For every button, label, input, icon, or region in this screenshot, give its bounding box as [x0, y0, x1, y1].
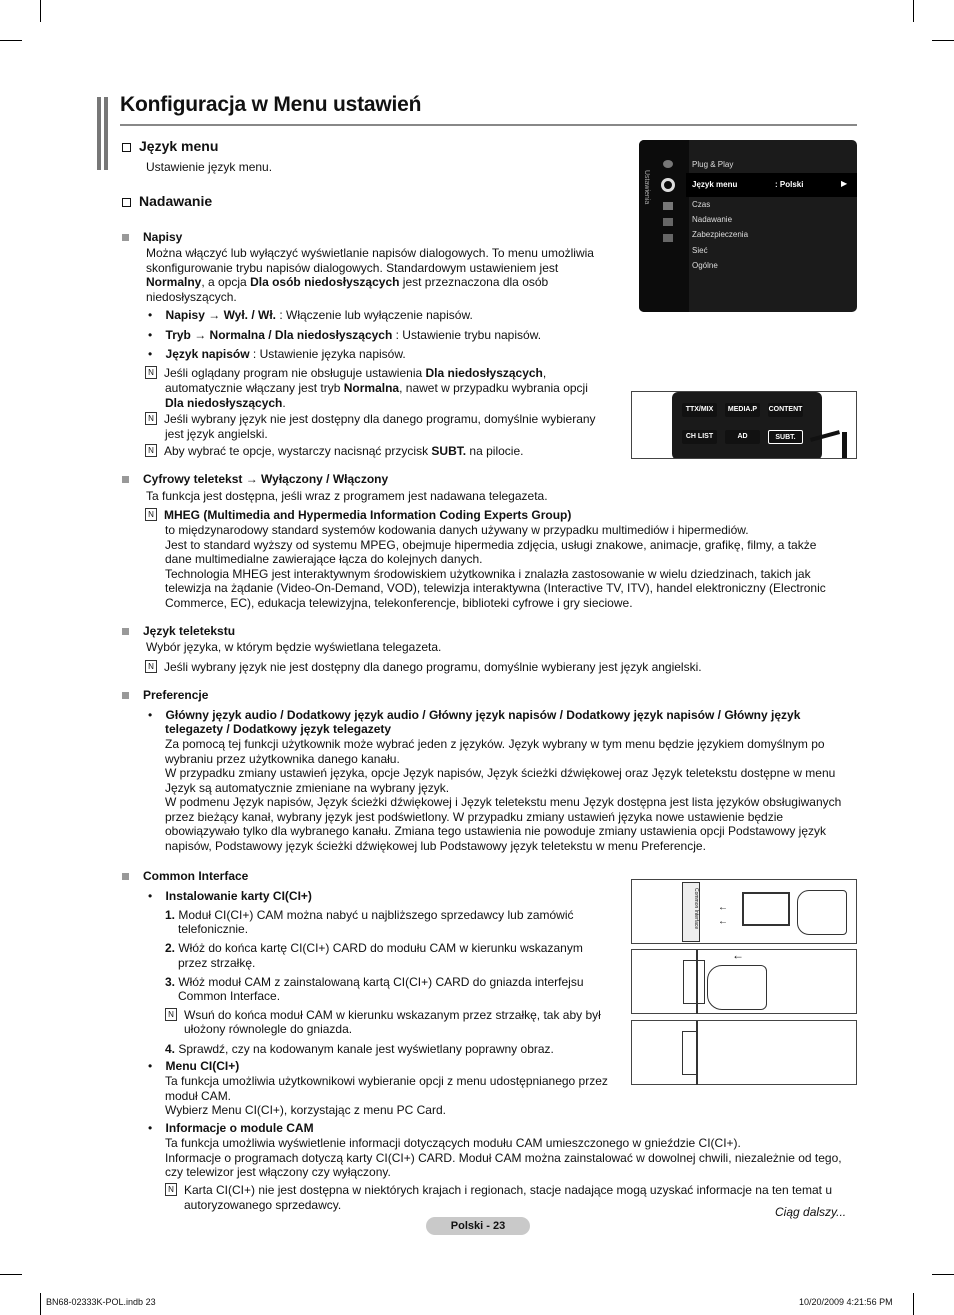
ci-card-figure-1 [631, 879, 857, 944]
subsection-teletekst [122, 472, 388, 486]
subt-button: SUBT. [768, 430, 803, 444]
ch-list-button: CH LIST [682, 430, 717, 444]
cam-module-inserted [682, 1031, 698, 1075]
subsection-heading: Cyfrowy teletekst → Wyłączony / Włączony [143, 472, 389, 486]
subsection-heading: Preferencje [143, 688, 209, 702]
text-line: W podmenu Język napisów, Język ścieżki dźwiękowej i Język teletekstu menu Język dostępna jest lista języków obsługiwanych [165, 795, 842, 809]
text: : Ustawienie trybu napisów. [392, 328, 542, 342]
channel-icon [663, 202, 673, 210]
note-line [165, 396, 286, 411]
text: jest przeznaczona dla osób [399, 275, 549, 289]
text-line [146, 275, 594, 290]
step-number: 2. [165, 941, 176, 955]
step [165, 908, 574, 923]
text: Włóż do końca kartę CI(CI+) CARD do modułu CAM w kierunku wskazanym [178, 941, 583, 955]
text-line: napisów, Podstawowy język ścieżki dźwiękowej lub Podstawowy język teletekstu w menu Preferencje. [165, 838, 706, 853]
note-icon: N [145, 366, 157, 379]
text-line: Wybierz Menu CI(CI+), korzystając z menu PC Card. [165, 1103, 446, 1117]
bold-term: Język napisów [165, 347, 250, 361]
note [145, 366, 546, 381]
section-desc: Wybór języka, w którym będzie wyświetlana telegazeta. [146, 640, 442, 654]
text-line: Ta funkcja umożliwia użytkownikowi wybieranie opcji z menu udostępnianego przez [165, 1074, 608, 1088]
pointer-bar [842, 432, 847, 459]
bold-term: Napisy → Wył. / Wł. [165, 308, 277, 322]
note-icon: N [165, 1008, 177, 1021]
text-line: Można włączyć lub wyłączyć wyświetlanie napisów dialogowych. To menu umożliwia [146, 246, 594, 260]
bold-term: Główny język audio / Dodatkowy język audio / Główny język napisów / Dodatkowy język napisów / Główny język [165, 708, 801, 722]
section-desc: Ustawienie język menu. [146, 160, 273, 174]
tv-menu-item: Ogólne [692, 261, 718, 270]
note-icon: N [145, 412, 157, 425]
checkbox-square-icon [122, 143, 131, 152]
text: Sprawdź, czy na kodowanym kanale jest wyświetlany poprawny obraz. [178, 1042, 554, 1056]
ci-card [742, 892, 790, 926]
section-heading: Język menu [139, 138, 219, 154]
step-line: przez strzałkę. [178, 956, 256, 970]
gray-square-icon [122, 476, 129, 483]
text-line: moduł CAM. [165, 1088, 232, 1103]
bullet-item: • Informacje o module CAM [148, 1121, 314, 1135]
note [165, 1183, 832, 1198]
bullet-item: • Menu CI(CI+) [148, 1059, 240, 1073]
note-icon: N [145, 660, 157, 673]
text-line: to międzynarodowy standard systemów kodowania danych używany w przypadku multimediów i hipermediów. [165, 523, 749, 537]
title-accent-bar [97, 97, 101, 170]
step-line: Common Interface. [178, 989, 281, 1003]
continued-label: Ciąg dalszy... [775, 1205, 847, 1219]
section-desc: Ta funkcja jest dostępna, jeśli wraz z programem jest nadawana telegazeta. [146, 489, 548, 503]
text-line: Ta funkcja umożliwia wyświetlenie informacji dotyczących modułu CAM umieszczonego w gnieździe CI(CI+). [165, 1136, 741, 1150]
cam-module [683, 960, 705, 1004]
step [165, 975, 584, 990]
crop-mark [0, 40, 22, 41]
hand-outline [707, 965, 767, 1010]
text-line: dane multimedialne zawierające łącza do kolejnych danych. [165, 552, 483, 566]
note-icon: N [145, 444, 157, 457]
text-line: wybraniu przez użytkownika danego kanału. [165, 751, 400, 766]
tv-menu-value: : Polski [775, 180, 804, 189]
step-number: 4. [165, 1042, 176, 1056]
footer-filename: BN68-02333K-POL.indb 23 [46, 1297, 156, 1307]
bullet-line [165, 722, 391, 737]
step-number: 1. [165, 908, 176, 922]
tv-menu-item-selected: Język menu [692, 180, 738, 189]
cam-label: Common Interface [693, 888, 699, 930]
section-heading: Nadawanie [139, 193, 213, 209]
arrow-left-icon: ← [718, 902, 728, 913]
crop-mark [40, 0, 41, 22]
text-line: skonfigurowanie trybu napisów dialogowych. Standardowym ustawieniem jest [146, 260, 559, 275]
bold-term: Tryb → Normalna / Dla niedosłyszących [165, 328, 393, 342]
section-jezyk-menu [122, 138, 218, 154]
step [165, 941, 583, 956]
title-accent-bar [104, 97, 108, 170]
subsection-heading: Common Interface [143, 869, 249, 883]
text: : Włączenie lub wyłączenie napisów. [276, 308, 473, 322]
gray-square-icon [122, 234, 129, 241]
subsection-common-interface [122, 869, 248, 883]
bold-term: Normalna [343, 381, 400, 395]
crop-mark [913, 0, 914, 22]
ci-card-figure-3 [631, 1020, 857, 1085]
text: Jeśli wybrany język nie jest dostępny dla danego programu, domyślnie wybierany [164, 412, 596, 426]
text-line: Jest to standard wyższy od systemu MPEG, obejmuje hipermedia zdjęcia, usługi znakowe, animacje, grafikę, filmy, a także [165, 537, 817, 552]
arrow-right-icon: ▶ [841, 179, 848, 188]
bold-term: Menu CI(CI+) [165, 1059, 240, 1073]
text: : Ustawienie języka napisów. [249, 347, 406, 361]
bullet-item: • Główny język audio / Dodatkowy język audio / Główny język napisów / Dodatkowy język napisów / Główny język [148, 708, 801, 722]
crop-mark [932, 40, 954, 41]
note [145, 412, 596, 427]
checkbox-square-icon [122, 198, 131, 207]
text-line: obowiązywało tylko dla wybranego kanału. Zmiana tego ustawienia nie powoduje zmiany ustawienia opcji Podstawowy język [165, 824, 827, 838]
text: Jeśli oglądany program nie obsługuje ustawienia [164, 366, 426, 380]
note [145, 660, 702, 675]
text-line: niedosłyszących. [146, 289, 237, 304]
text: Jeśli wybrany język nie jest dostępny dla danego programu, domyślnie wybierany jest język angielski. [164, 660, 702, 674]
crop-mark [932, 1274, 954, 1275]
tv-menu-item: Sieć [692, 246, 708, 255]
ttx-mix-button: TTX/MIX [682, 403, 717, 417]
gray-square-icon [122, 692, 129, 699]
napisy-paragraph [146, 246, 594, 304]
arrow-left-icon: ← [732, 948, 744, 962]
text: , nawet w przypadku wybrania opcji [399, 381, 588, 395]
ad-button: AD [725, 430, 760, 444]
mheg-paragraph [165, 523, 826, 610]
support-icon [663, 234, 673, 242]
tv-side-label: Ustawienia [643, 170, 650, 205]
text: Włóż moduł CAM z zainstalowaną kartą CI(CI+) CARD do gniazda interfejsu [178, 975, 584, 989]
bold-term: SUBT. [431, 444, 467, 458]
tv-menu-item: Nadawanie [692, 215, 733, 224]
text-line: czy telewizor jest włączony czy wyłączony. [165, 1165, 391, 1179]
bullet-item: • Tryb → Normalna / Dla niedosłyszących : Ustawienie trybu napisów. [148, 328, 542, 342]
note [145, 508, 571, 523]
bold-term: telegazety / Dodatkowy język telegazety [165, 722, 392, 736]
info-cam-paragraph [165, 1136, 842, 1180]
text-line: telewizja na żądanie (Video-On-Demand, VOD), telewizja interaktywna (Interactive TV, ITV), handel elektroniczny (Electronic [165, 581, 826, 595]
arrow-left-icon: ← [718, 916, 728, 927]
crop-mark [0, 1274, 22, 1275]
tv-menu-item: Zabezpieczenia [692, 230, 749, 239]
subsection-preferencje [122, 688, 208, 702]
subsection-heading: Napisy [143, 230, 183, 244]
subsection-napisy [122, 230, 182, 244]
bold-term: MHEG (Multimedia and Hypermedia Information Coding Experts Group) [164, 508, 572, 522]
tv-menu-item: Czas [692, 200, 711, 209]
step [165, 1042, 554, 1057]
note [145, 444, 523, 459]
text: Moduł CI(CI+) CAM można nabyć u najbliższego sprzedawcy lub zamówić [178, 908, 574, 922]
text: Karta CI(CI+) nie jest dostępna w niektórych krajach i regionach, stacje nadające mogą uzyskać informacje na ten temat u [184, 1183, 832, 1197]
text-line: Technologia MHEG jest interaktywnym środowiskiem użytkownika i znalazła zastosowanie w wielu dziedzinach, takich jak [165, 566, 811, 581]
text: , [542, 366, 547, 380]
text-line: Język są automatycznie zmieniane na wybrany język. [165, 780, 450, 795]
text-line: przez bieżący kanał, wybrany język jest podświetlony. W przypadku zmiany ustawień języka nowe ustawienie będzie [165, 809, 784, 824]
gray-square-icon [122, 873, 129, 880]
bold-term: Informacje o module CAM [165, 1121, 314, 1135]
text: na pilocie. [466, 444, 524, 458]
crop-mark [40, 1293, 41, 1315]
gray-square-icon [122, 628, 129, 635]
text: Aby wybrać te opcje, wystarczy nacisnąć przycisk [164, 444, 432, 458]
remote-control-image [631, 391, 857, 459]
content-button: CONTENT [768, 403, 803, 417]
hand-outline [797, 890, 847, 935]
text: Wsuń do końca moduł CAM w kierunku wskazanym przez strzałkę, tak aby był [184, 1008, 601, 1022]
input-icon [663, 218, 673, 226]
step-line: telefonicznie. [178, 922, 249, 936]
note-line: ułożony równolegle do gniazda. [184, 1022, 353, 1036]
step-number: 3. [165, 975, 176, 989]
media-p-button: MEDIA.P [725, 403, 760, 417]
bullet-item: • Napisy → Wył. / Wł. : Włączenie lub wyłączenie napisów. [148, 308, 473, 322]
section-nadawanie [122, 193, 212, 209]
page-number: Polski - 23 [426, 1217, 530, 1235]
preferencje-paragraph [165, 737, 841, 853]
text: , a opcja [201, 275, 251, 289]
subsection-jezyk-teletekstu [122, 624, 235, 638]
subsection-heading: Język teletekstu [143, 624, 236, 638]
text-line: Commerce, EC), edukacja telewizyjna, telekonferencje, biblioteki cyfrowe i gry sieciowe. [165, 595, 633, 610]
text: . [282, 396, 286, 410]
bold-term: Dla niedosłyszących [425, 366, 543, 380]
tv-menu-screenshot [639, 140, 857, 312]
note-line: jest język angielski. [165, 427, 268, 441]
gear-icon [661, 178, 675, 192]
ci-card-figure-2 [631, 949, 857, 1014]
title-rule [120, 124, 857, 126]
crop-mark [913, 1293, 914, 1315]
page-title: Konfiguracja w Menu ustawień [120, 93, 422, 116]
text-line: Za pomocą tej funkcji użytkownik może wybrać jeden z języków. Język wybrany w tym menu będzie językiem domyślnym po [165, 737, 825, 751]
text-line: W przypadku zmiany ustawień języka, opcje Język napisów, Język ścieżki dźwiękowej oraz Język teletekstu dostępne w menu [165, 766, 836, 780]
tv-menu-item: Plug & Play [692, 160, 734, 169]
bullet-item: • Instalowanie karty CI(CI+) [148, 889, 312, 903]
bullet-item: • Język napisów : Ustawienie języka napisów. [148, 347, 406, 361]
note-line [165, 381, 588, 396]
bold-term: Dla niedosłyszących [165, 396, 283, 410]
text-line: Informacje o programach dotyczą karty CI(CI+) CARD. Moduł CAM można zainstalować w dowolnej chwili, niezależnie od tego, [165, 1150, 842, 1165]
bold-term: Instalowanie karty CI(CI+) [165, 889, 312, 903]
note [165, 1008, 601, 1023]
menu-ci-paragraph [165, 1074, 608, 1118]
note-icon: N [145, 508, 157, 521]
note-line: autoryzowanego sprzedawcy. [184, 1198, 342, 1212]
note-icon: N [165, 1183, 177, 1196]
bold-term: Normalny [146, 275, 202, 289]
picture-icon [663, 160, 673, 168]
text: automatycznie włączany jest tryb [165, 381, 344, 395]
bold-term: Dla osób niedosłyszących [250, 275, 400, 289]
footer-timestamp: 10/20/2009 4:21:56 PM [799, 1297, 893, 1307]
